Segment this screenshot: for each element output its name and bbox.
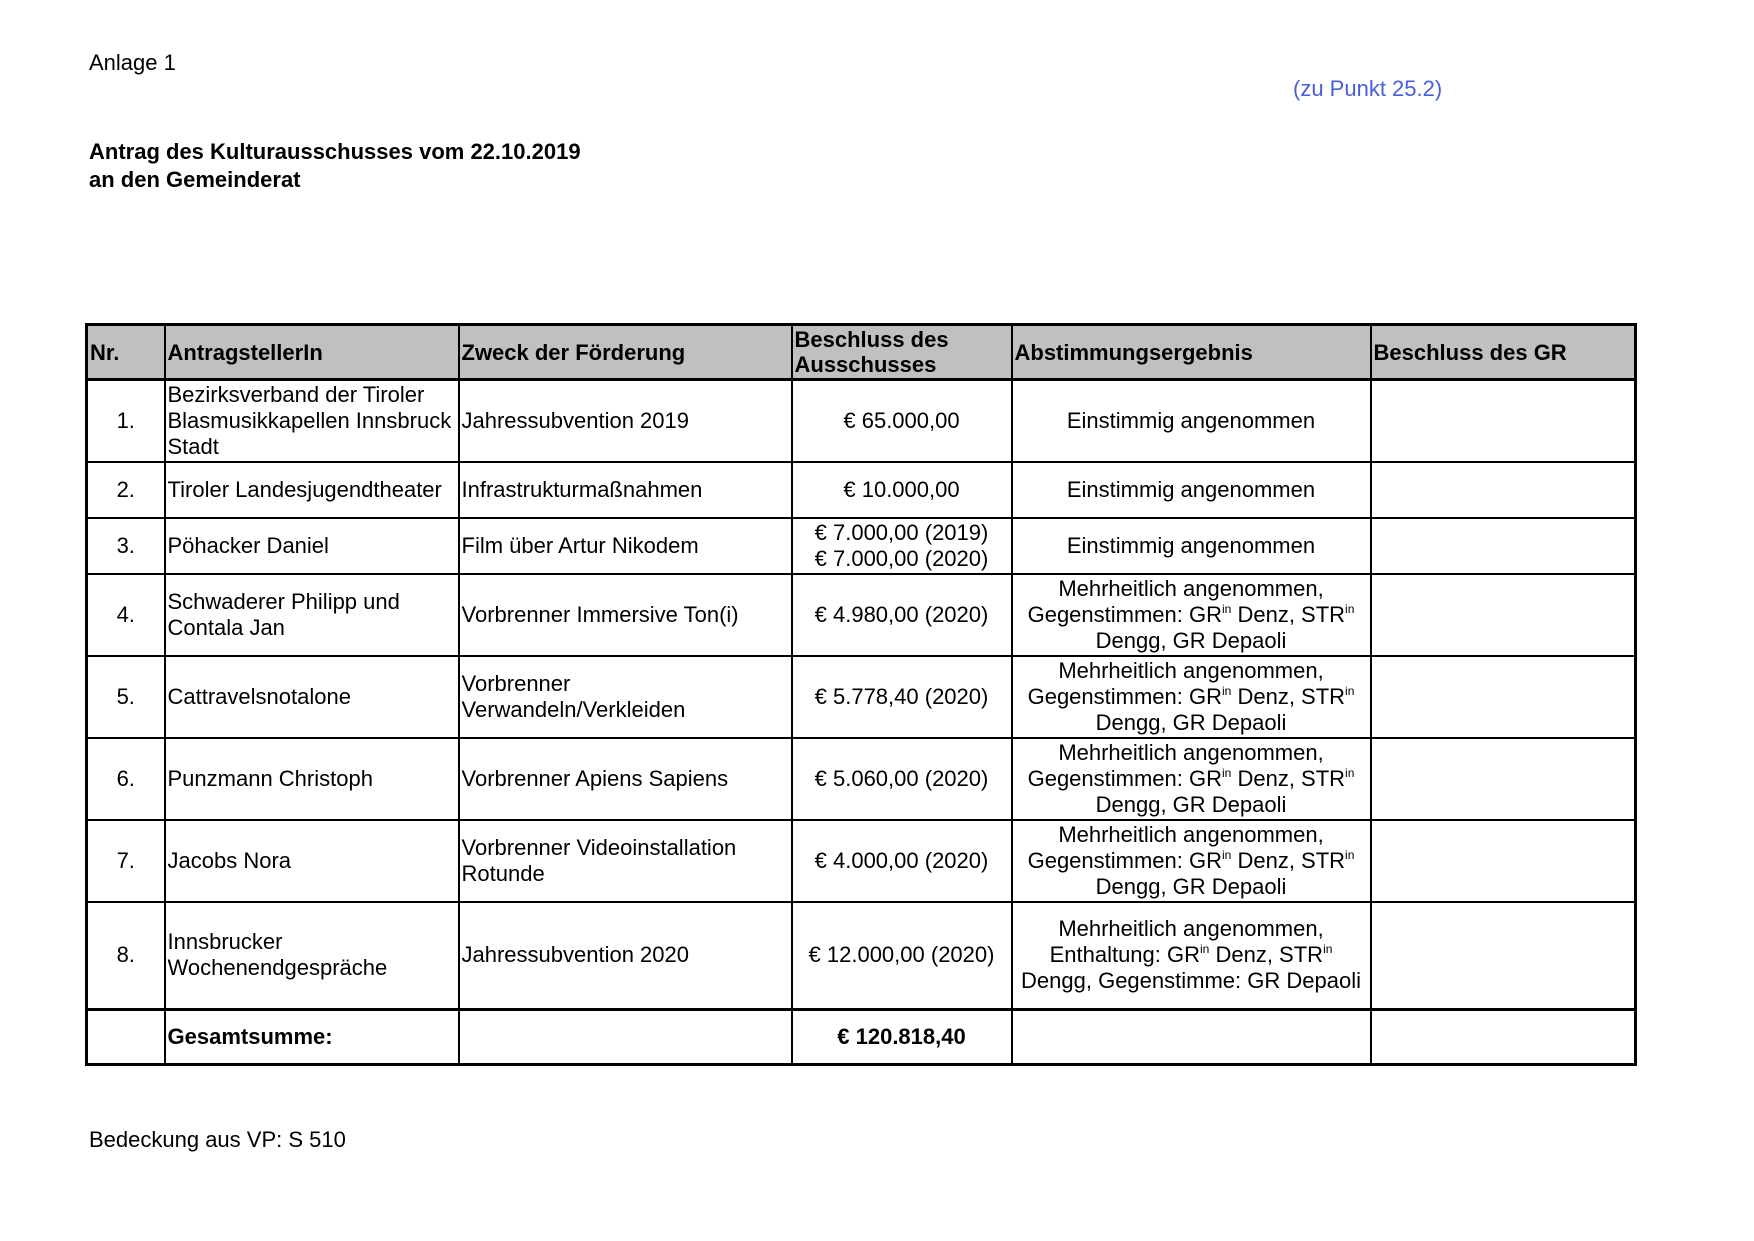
- col-header-nr: Nr.: [87, 325, 165, 380]
- row-amount: [792, 518, 1012, 574]
- table-row: [87, 656, 1636, 738]
- row-gr-decision: [1371, 574, 1636, 656]
- vote-sup: in: [1200, 942, 1210, 957]
- row-amount: [792, 462, 1012, 518]
- vote-sup: in: [1222, 601, 1232, 616]
- vote-text: Denz, STR: [1231, 683, 1346, 709]
- row-gr-decision: [1371, 820, 1636, 902]
- row-amount: [792, 574, 1012, 656]
- vote-sup: in: [1345, 847, 1355, 862]
- row-gr-decision: [1371, 902, 1636, 1010]
- table-row: [87, 380, 1636, 462]
- row-gr-decision: [1371, 518, 1636, 574]
- row-amount-line: € 7.000,00 (2019): [814, 519, 989, 545]
- agenda-reference: (zu Punkt 25.2): [1293, 76, 1443, 101]
- title-line-1: Antrag des Kulturausschusses vom 22.10.2019: [89, 139, 581, 164]
- funding-table: [85, 323, 1637, 1066]
- row-amount-line: € 7.000,00 (2020): [814, 545, 989, 571]
- total-vote-empty: [1012, 1010, 1371, 1065]
- row-purpose: Vorbrenner Verwandeln/Verkleiden: [459, 656, 792, 738]
- table-row: [87, 518, 1636, 574]
- annex-label: Anlage 1: [89, 50, 176, 75]
- col-header-gr-decision: Beschluss des GR: [1371, 325, 1636, 380]
- document-title: [89, 138, 581, 194]
- coverage-note: Bedeckung aus VP: S 510: [89, 1127, 346, 1152]
- row-amount-line: € 5.778,40 (2020): [814, 683, 989, 709]
- table-row: [87, 820, 1636, 902]
- row-gr-decision: [1371, 462, 1636, 518]
- row-applicant: Punzmann Christoph: [165, 738, 459, 820]
- row-amount: [792, 820, 1012, 902]
- row-purpose: Film über Artur Nikodem: [459, 518, 792, 574]
- vote-text: Denz, STR: [1231, 601, 1346, 627]
- row-vote: [1012, 738, 1371, 820]
- row-vote: [1012, 574, 1371, 656]
- vote-text: Mehrheitlich angenommen, Gegenstimmen: GR: [1027, 739, 1324, 791]
- row-nr: 4.: [87, 574, 165, 656]
- vote-text: Denz, STR: [1231, 847, 1346, 873]
- vote-sup: in: [1222, 683, 1232, 698]
- vote-text: Mehrheitlich angenommen, Gegenstimmen: GR: [1027, 575, 1324, 627]
- vote-text: Dengg, GR Depaoli: [1095, 709, 1287, 735]
- total-gr-empty: [1371, 1010, 1636, 1065]
- row-vote: Einstimmig angenommen: [1012, 462, 1371, 518]
- row-vote: Einstimmig angenommen: [1012, 518, 1371, 574]
- row-vote: Einstimmig angenommen: [1012, 380, 1371, 462]
- table-row: [87, 574, 1636, 656]
- row-applicant: Tiroler Landesjugendtheater: [165, 462, 459, 518]
- row-amount: [792, 738, 1012, 820]
- vote-sup: in: [1345, 601, 1355, 616]
- row-vote: [1012, 656, 1371, 738]
- row-nr: 2.: [87, 462, 165, 518]
- vote-text: Dengg, GR Depaoli: [1095, 791, 1287, 817]
- total-amount: € 120.818,40: [792, 1010, 1012, 1065]
- col-header-vote-result: Abstimmungsergebnis: [1012, 325, 1371, 380]
- row-nr: 8.: [87, 902, 165, 1010]
- row-amount-line: € 65.000,00: [843, 407, 960, 433]
- vote-text: Denz, STR: [1231, 765, 1346, 791]
- table-header-row: [87, 325, 1636, 380]
- row-nr: 3.: [87, 518, 165, 574]
- col-header-applicant: AntragstellerIn: [165, 325, 459, 380]
- row-applicant: Bezirksverband der Tiroler Blasmusikkapellen Innsbruck Stadt: [165, 380, 459, 462]
- row-amount: [792, 656, 1012, 738]
- row-gr-decision: [1371, 656, 1636, 738]
- total-label: Gesamtsumme:: [165, 1010, 459, 1065]
- row-purpose: Infrastrukturmaßnahmen: [459, 462, 792, 518]
- vote-text: Dengg, GR Depaoli: [1095, 873, 1287, 899]
- row-amount-line: € 10.000,00: [843, 476, 960, 502]
- vote-text: Denz, STR: [1209, 942, 1324, 968]
- row-amount-line: € 4.000,00 (2020): [814, 847, 989, 873]
- row-purpose: Vorbrenner Apiens Sapiens: [459, 738, 792, 820]
- table-row: [87, 738, 1636, 820]
- row-gr-decision: [1371, 380, 1636, 462]
- vote-sup: in: [1222, 765, 1232, 780]
- vote-text: Mehrheitlich angenommen, Gegenstimmen: GR: [1027, 821, 1324, 873]
- table-row: [87, 462, 1636, 518]
- row-purpose: Vorbrenner Immersive Ton(i): [459, 574, 792, 656]
- vote-text: Mehrheitlich angenommen, Gegenstimmen: GR: [1027, 657, 1324, 709]
- row-amount-line: € 12.000,00 (2020): [808, 942, 995, 968]
- row-vote: [1012, 902, 1371, 1010]
- vote-sup: in: [1345, 765, 1355, 780]
- row-nr: 7.: [87, 820, 165, 902]
- vote-sup: in: [1323, 942, 1333, 957]
- row-purpose: Jahressubvention 2019: [459, 380, 792, 462]
- row-applicant: Cattravelsnotalone: [165, 656, 459, 738]
- row-applicant: Schwaderer Philipp und Contala Jan: [165, 574, 459, 656]
- row-amount: [792, 380, 1012, 462]
- row-gr-decision: [1371, 738, 1636, 820]
- row-applicant: Jacobs Nora: [165, 820, 459, 902]
- row-vote: [1012, 820, 1371, 902]
- row-purpose: Jahressubvention 2020: [459, 902, 792, 1010]
- vote-sup: in: [1222, 847, 1232, 862]
- row-amount: [792, 902, 1012, 1010]
- row-purpose: Vorbrenner Videoinstallation Rotunde: [459, 820, 792, 902]
- total-nr-empty: [87, 1010, 165, 1065]
- col-header-purpose: Zweck der Förderung: [459, 325, 792, 380]
- row-amount-line: € 5.060,00 (2020): [814, 765, 989, 791]
- total-purpose-empty: [459, 1010, 792, 1065]
- vote-text: Dengg, Gegenstimme: GR Depaoli: [1021, 968, 1361, 994]
- row-applicant: Pöhacker Daniel: [165, 518, 459, 574]
- vote-text: Mehrheitlich angenommen, Enthaltung: GR: [1049, 916, 1324, 968]
- row-nr: 6.: [87, 738, 165, 820]
- row-nr: 1.: [87, 380, 165, 462]
- vote-text: Dengg, GR Depaoli: [1095, 627, 1287, 653]
- row-applicant: Innsbrucker Wochenendgespräche: [165, 902, 459, 1010]
- row-amount-line: € 4.980,00 (2020): [814, 601, 989, 627]
- row-nr: 5.: [87, 656, 165, 738]
- vote-sup: in: [1345, 683, 1355, 698]
- total-row: [87, 1010, 1636, 1065]
- table-row: [87, 902, 1636, 1010]
- col-header-committee-decision: Beschluss des Ausschusses: [792, 325, 1012, 380]
- title-line-2: an den Gemeinderat: [89, 167, 301, 192]
